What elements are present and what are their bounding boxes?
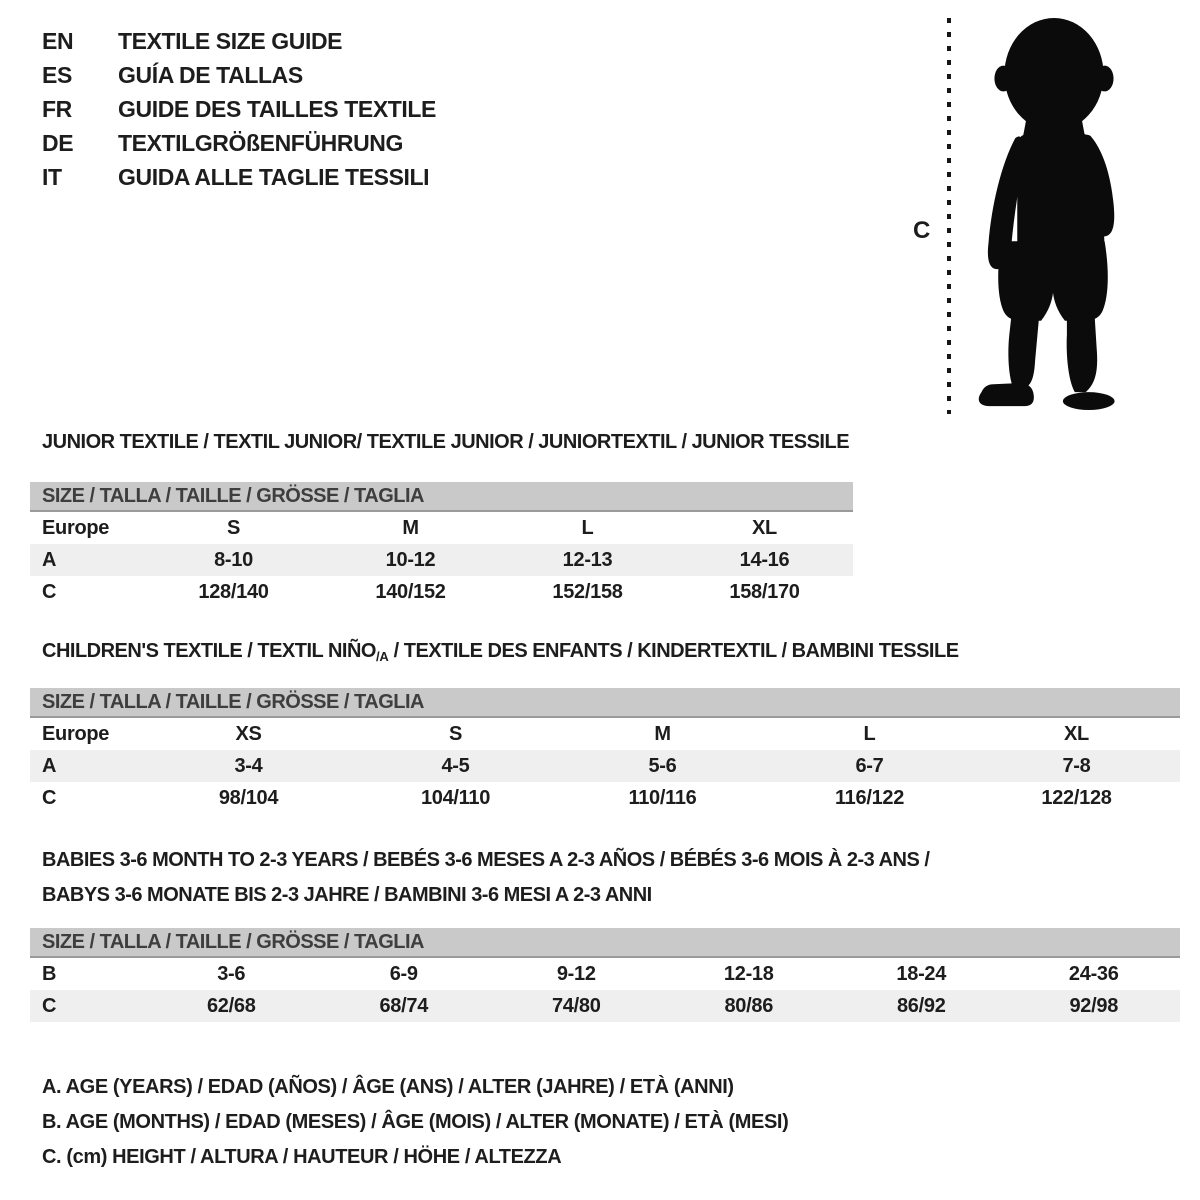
row-label: B [42, 962, 57, 985]
size-cell: XS [235, 722, 262, 745]
legend-line-b: B. AGE (MONTHS) / EDAD (MESES) / ÂGE (MOIS) / ALTER (MONATE) / ETÀ (MESI) [42, 1111, 789, 1133]
value-cell: 62/68 [206, 994, 256, 1017]
table-row-age [30, 544, 853, 576]
value-cell: 18-24 [896, 962, 947, 985]
language-row-it [42, 160, 436, 194]
babies-heading-line2: BABYS 3-6 MONATE BIS 2-3 JAHRE / BAMBINI 3-6 MESI A 2-3 ANNI [42, 884, 652, 906]
measure-label-c: C [913, 217, 931, 244]
value-cell: 12-18 [723, 962, 774, 985]
language-label: GUÍA DE TALLAS [118, 61, 303, 88]
value-cell: 12-13 [562, 548, 613, 571]
language-code: IT [42, 163, 62, 190]
value-cell: 10-12 [385, 548, 436, 571]
row-label: C [42, 580, 57, 603]
table-row-months [30, 958, 1180, 990]
value-cell: 104/110 [420, 786, 491, 809]
language-code: DE [42, 129, 74, 156]
language-code: ES [42, 61, 72, 88]
value-cell: 3-4 [234, 754, 263, 777]
size-header-bar: SIZE / TALLA / TAILLE / GRÖSSE / TAGLIA [30, 482, 853, 512]
value-cell: 116/122 [834, 786, 905, 809]
language-row-es [42, 58, 436, 92]
language-code: FR [42, 95, 72, 122]
children-section-heading [42, 640, 959, 664]
row-label: Europe [42, 722, 110, 745]
junior-section-heading: JUNIOR TEXTILE / TEXTIL JUNIOR/ TEXTILE JUNIOR / JUNIORTEXTIL / JUNIOR TESSILE [42, 431, 850, 453]
toddler-silhouette-icon [965, 15, 1140, 417]
language-row-en [42, 24, 436, 58]
row-label: A [42, 754, 57, 777]
language-row-fr [42, 92, 436, 126]
heading-subscript: /A [375, 649, 389, 664]
table-row-age [30, 750, 1180, 782]
heading-text: / TEXTILE DES ENFANTS / KINDERTEXTIL / BAMBINI TESSILE [388, 640, 959, 662]
babies-heading-line1: BABIES 3-6 MONTH TO 2-3 YEARS / BEBÉS 3-6 MESES A 2-3 AÑOS / BÉBÉS 3-6 MOIS À 2-3 ANS / [42, 849, 930, 871]
value-cell: 86/92 [896, 994, 946, 1017]
row-label: C [42, 994, 57, 1017]
value-cell: 98/104 [218, 786, 279, 809]
value-cell: 74/80 [551, 994, 601, 1017]
value-cell: 5-6 [648, 754, 677, 777]
value-cell: 110/116 [628, 786, 697, 809]
value-cell: 92/98 [1069, 994, 1119, 1017]
value-cell: 4-5 [441, 754, 470, 777]
babies-size-table [30, 928, 1180, 1022]
size-cell: S [226, 516, 241, 539]
row-label: C [42, 786, 57, 809]
value-cell: 68/74 [379, 994, 429, 1017]
table-row-europe [30, 718, 1180, 750]
value-cell: 7-8 [1062, 754, 1091, 777]
value-cell: 6-9 [389, 962, 418, 985]
table-row-height [30, 782, 1180, 814]
value-cell: 3-6 [217, 962, 246, 985]
legend-line-c: C. (cm) HEIGHT / ALTURA / HAUTEUR / HÖHE / ALTEZZA [42, 1146, 562, 1168]
value-cell: 140/152 [375, 580, 446, 603]
language-code: EN [42, 27, 74, 54]
row-label: A [42, 548, 57, 571]
junior-size-table [30, 482, 853, 608]
dashed-measure-line-icon [945, 16, 953, 416]
value-cell: 9-12 [556, 962, 596, 985]
size-cell: M [654, 722, 671, 745]
language-label: GUIDE DES TAILLES TEXTILE [118, 95, 436, 122]
language-list [42, 24, 436, 194]
language-label: TEXTILE SIZE GUIDE [118, 27, 343, 54]
value-cell: 158/170 [729, 580, 800, 603]
value-cell: 80/86 [724, 994, 774, 1017]
heading-text: CHILDREN'S TEXTILE / TEXTIL NIÑO [42, 640, 376, 662]
value-cell: 24-36 [1068, 962, 1119, 985]
row-label: Europe [42, 516, 110, 539]
language-row-de [42, 126, 436, 160]
value-cell: 122/128 [1041, 786, 1112, 809]
value-cell: 152/158 [552, 580, 623, 603]
value-cell: 6-7 [855, 754, 884, 777]
size-cell: S [448, 722, 463, 745]
value-cell: 8-10 [214, 548, 253, 571]
size-cell: L [581, 516, 594, 539]
measurement-legend [42, 1070, 788, 1175]
size-cell: L [863, 722, 876, 745]
height-measure-figure [905, 12, 1195, 424]
table-row-height [30, 576, 853, 608]
language-label: TEXTILGRÖßENFÜHRUNG [118, 129, 403, 156]
children-size-table [30, 688, 1180, 814]
table-row-europe [30, 512, 853, 544]
size-cell: XL [1064, 722, 1089, 745]
size-header-bar: SIZE / TALLA / TAILLE / GRÖSSE / TAGLIA [30, 928, 1180, 958]
value-cell: 14-16 [739, 548, 790, 571]
value-cell: 128/140 [198, 580, 269, 603]
size-header-bar: SIZE / TALLA / TAILLE / GRÖSSE / TAGLIA [30, 688, 1180, 718]
size-cell: M [402, 516, 419, 539]
table-row-height [30, 990, 1180, 1022]
babies-section-heading [42, 843, 929, 913]
language-label: GUIDA ALLE TAGLIE TESSILI [118, 163, 430, 190]
size-cell: XL [752, 516, 777, 539]
legend-line-a: A. AGE (YEARS) / EDAD (AÑOS) / ÂGE (ANS) / ALTER (JAHRE) / ETÀ (ANNI) [42, 1076, 734, 1098]
